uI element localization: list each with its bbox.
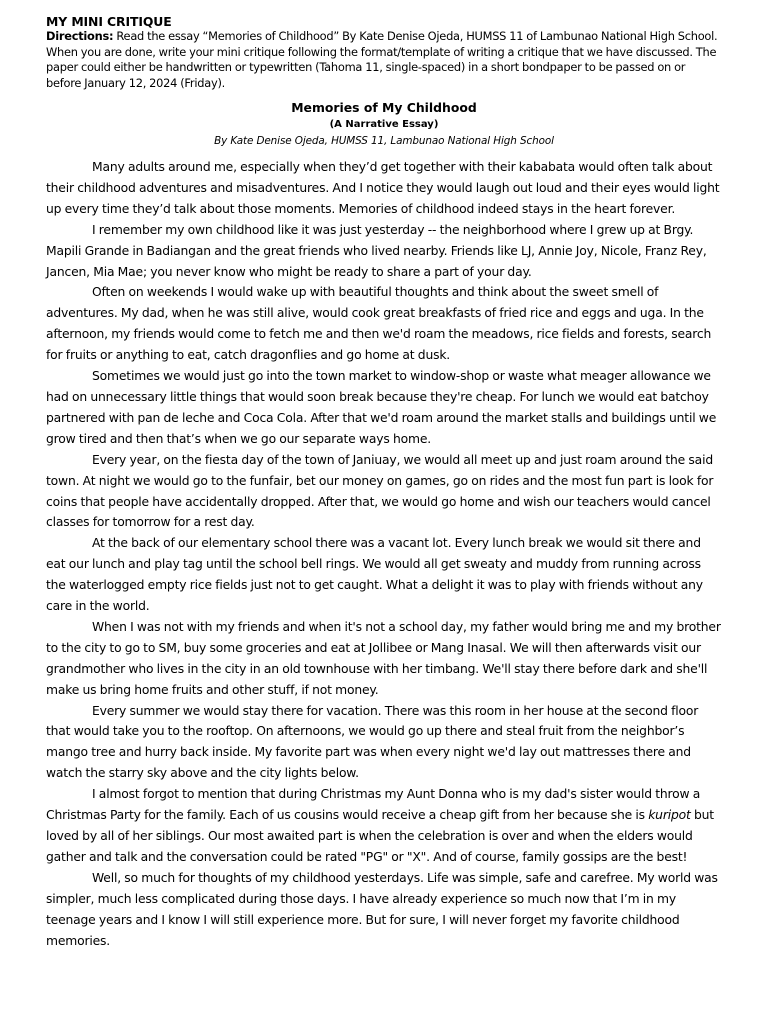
essay-paragraph-4: Sometimes we would just go into the town market to window-shop or waste what meager allowance we had on unnecessary little things that would soon break because they're cheap. For lunch we would eat batchoy partnered with pan de leche and Coca Cola. After that we'd roam around the market stalls and buildings until we grow tired and then that’s when we go our separate ways home.: [46, 369, 717, 446]
directions-label: Directions:: [46, 29, 114, 43]
essay-paragraph-5: Every year, on the fiesta day of the town of Janiuay, we would all meet up and just roam around the said town. At night we would go to the funfair, bet our money on games, go on rides and the most fun part is look for coins that people have accidentally dropped. After that, we would go home and wish our teachers would cancel classes for tomorrow for a rest day.: [46, 452, 714, 530]
directions-body: Read the essay “Memories of Childhood” By Kate Denise Ojeda, HUMSS 11 of Lambunao National High School. When you are done, write your mini critique following the format/template of writing a critique that we have discussed. The paper could either be handwritten or typewritten (Tahoma 11, single-spaced) in a short bondpaper to be passed on or before January 12, 2024 (Friday).: [46, 29, 718, 90]
essay-paragraph-2: I remember my own childhood like it was just yesterday -- the neighborhood where I grew up at Brgy. Mapili Grande in Badiangan and the great friends who lived nearby. Friends like LJ, Annie Joy, Nicole, Franz Rey, Jancen, Mia Mae; you never know who might be ready to share a part of your day.: [46, 222, 707, 279]
essay-body: [46, 157, 722, 951]
essay-paragraph-1: Many adults around me, especially when they’d get together with their kababata would often talk about their childhood adventures and misadventures. And I notice they would laugh out loud and their eyes would light up every time they’d talk about those moments. Memories of childhood indeed stays in the heart forever.: [46, 160, 720, 216]
paragraph-9-part-2: but loved by all of her siblings. Our most awaited part is when the celebration is over and when the elders would gather and talk and the conversation could be rated "PG" or "X". And of course, family gossips are the best!: [46, 808, 714, 864]
essay-paragraph-7: When I was not with my friends and when it's not a school day, my father would bring me and my brother to the city to go to SM, buy some groceries and eat at Jollibee or Mang Inasal. We will then afterwards visit our grandmother who lives in the city in an old townhouse with her timbang. We'll stay there before dark and she'll make us bring home fruits and other stuff, if not money.: [46, 619, 721, 697]
essay-paragraph-8: Every summer we would stay there for vacation. There was this room in her house at the second floor that would take you to the rooftop. On afternoons, we would go up there and steal fruit from the neighbor’s mango tree and hurry back inside. My favorite part was when every night we'd lay out mattresses there and watch the starry sky above and the city lights below.: [46, 703, 699, 781]
italic-word: kuripot: [648, 808, 691, 823]
essay-paragraph-6: At the back of our elementary school there was a vacant lot. Every lunch break we would sit there and eat our lunch and play tag until the school bell rings. We would all get sweaty and muddy from running across the waterlogged empty rice fields just not to get caught. What a delight it was to play with friends without any care in the world.: [46, 536, 703, 614]
essay-paragraph-3: Often on weekends I would wake up with beautiful thoughts and think about the sweet smell of adventures. My dad, when he was still alive, would cook great breakfasts of fried rice and eggs and uga. In the afternoon, my friends would come to fetch me and then we'd roam the meadows, rice fields and forests, search for fruits or anything to eat, catch dragonflies and go home at dusk.: [46, 285, 712, 363]
essay-title: Memories of My Childhood: [291, 100, 477, 115]
essay-subtitle: (A Narrative Essay): [329, 119, 439, 130]
document-heading: MY MINI CRITIQUE: [46, 14, 172, 29]
essay-byline: By Kate Denise Ojeda, HUMSS 11, Lambunao National High School: [214, 135, 554, 147]
paragraph-9-part-1: I almost forgot to mention that during Christmas my Aunt Donna who is my dad's sister would throw a Christmas Party for the family. Each of us cousins would receive a cheap gift from her because she is: [46, 787, 701, 823]
essay-paragraph-9: [46, 784, 722, 868]
essay-paragraph-10: Well, so much for thoughts of my childhood yesterdays. Life was simple, safe and carefree. My world was simpler, much less complicated during those days. I have already experience so much now that I’m in my teenage years and I know I will still experience more. But for sure, I will never forget my favorite childhood memories.: [46, 870, 718, 948]
directions-text: [46, 29, 722, 91]
